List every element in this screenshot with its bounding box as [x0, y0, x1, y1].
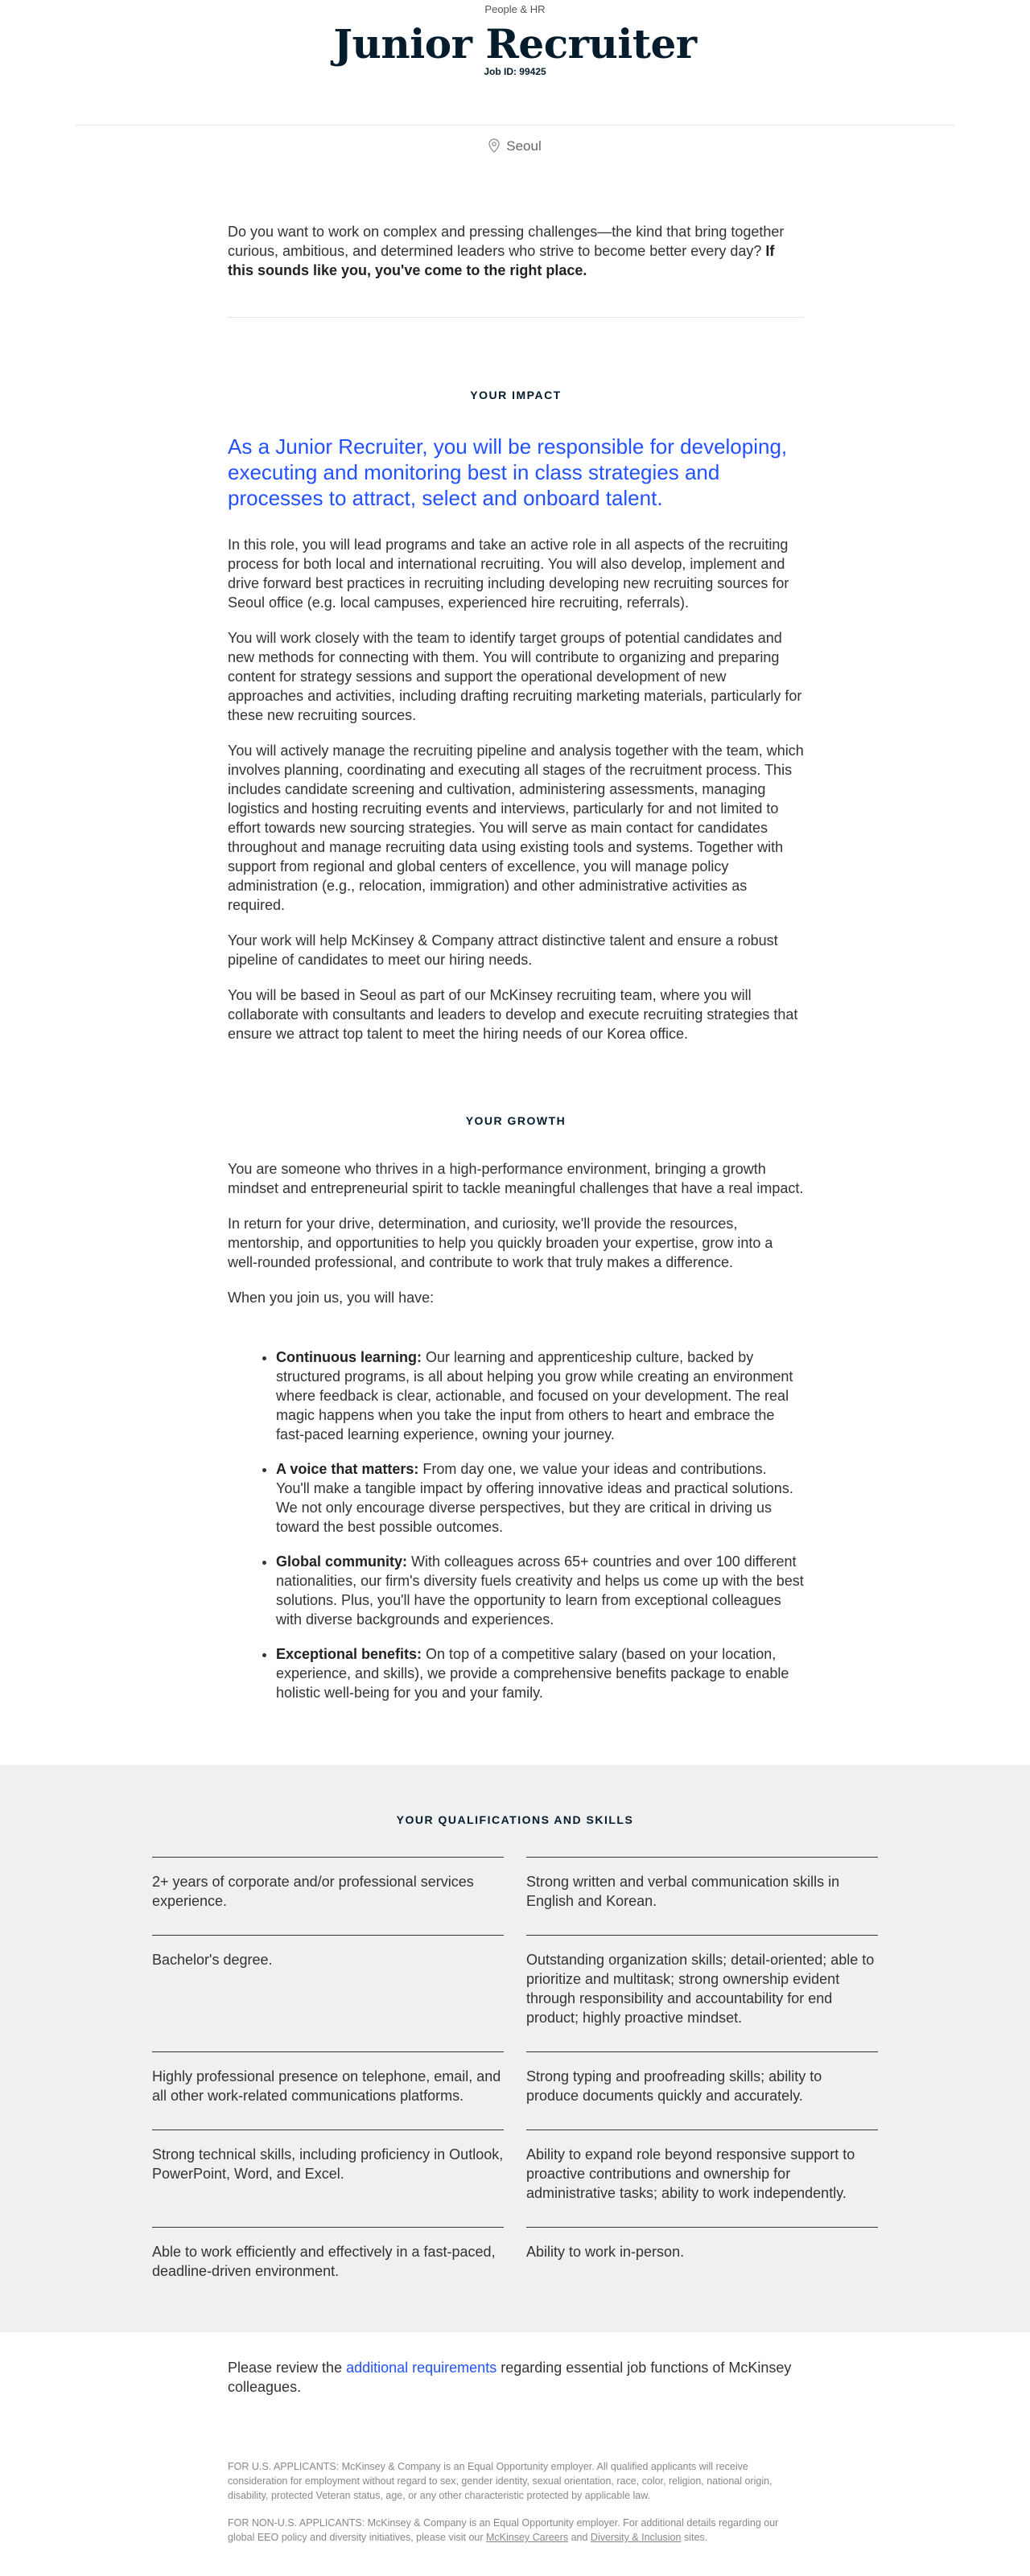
growth-paragraph: You are someone who thrives in a high-performance environment, bringing a growth mindset and entrepreneurial spirit to tackle meaningful challenges that have a real impact. — [228, 1161, 804, 1196]
impact-paragraph: You will actively manage the recruiting pipeline and analysis together with the team, which involves planning, coordinating and executing all stages of the recruitment process. This includes candidate screening and cultivation, administering assessments, managing logistics and hosting recruiting events and interviews, particularly for and not limited to effort towards new sourcing strategies. You will serve as main contact for candidates throughout and manage recruiting data using existing tools and systems. Together with support from regional and global centers of excellence, you will manage policy administration (e.g., relocation, immigration) and other administrative activities as required. — [228, 743, 804, 913]
qualification-item: Highly professional presence on telephone, email, and all other work-related communications platforms. — [152, 2051, 504, 2130]
job-title: Junior Recruiter — [333, 20, 697, 68]
benefit-title: A voice that matters: — [276, 1461, 419, 1477]
legal-after: sites. — [681, 2532, 708, 2543]
review-requirements — [228, 2358, 804, 2397]
benefit-text: Our learning and apprenticeship culture, backed by structured programs, is all about helping you grow while creating an environment where feedback is clear, actionable, and focused on your development. The real magic happens when you take the input from others to heart and embrace the fast-paced learning experience, owning your journey. — [276, 1349, 793, 1442]
intro-divider — [228, 317, 804, 318]
benefit-title: Global community: — [276, 1553, 408, 1570]
benefit-item — [276, 1348, 804, 1444]
growth-paragraph: In return for your drive, determination, and curiosity, we'll provide the resources, mentorship, and opportunities to help you quickly broaden your expertise, grow into a well-rounded professional, and contribute to work that truly makes a difference. — [228, 1216, 773, 1270]
review-text-before: Please review the — [228, 2360, 347, 2376]
job-location — [0, 126, 1030, 222]
benefits-list — [228, 1348, 804, 1702]
qualifications-heading: YOUR QUALIFICATIONS AND SKILLS — [396, 1813, 634, 1826]
map-pin-icon — [488, 138, 500, 153]
intro-bold: If this sounds like you, you've come to the right place. — [228, 243, 775, 278]
benefit-item — [276, 1459, 804, 1537]
qualification-item: Bachelor's degree. — [152, 1935, 504, 2051]
qualification-item: Ability to work in-person. — [526, 2227, 878, 2305]
legal-non-us-applicants — [228, 2516, 804, 2545]
benefit-item — [276, 1644, 804, 1702]
benefit-text: From day one, we value your ideas and contributions. You'll make a tangible impact by offering innovative ideas and practical solutions. We not only encourage diverse perspectives, but they are critical in driving us toward the best possible outcomes. — [276, 1461, 793, 1535]
qualification-item: Strong typing and proofreading skills; ability to produce documents quickly and accurately. — [526, 2051, 878, 2130]
qualification-item: Strong written and verbal communication skills in English and Korean. — [526, 1857, 878, 1935]
qualification-item: Ability to expand role beyond responsive support to proactive contributions and ownership for administrative tasks; ability to work independently. — [526, 2130, 878, 2227]
job-header — [0, 0, 1030, 125]
job-category: People & HR — [484, 3, 546, 15]
mckinsey-careers-link[interactable]: McKinsey Careers — [485, 2532, 569, 2543]
benefit-title: Exceptional benefits: — [276, 1646, 422, 1662]
review-text-after: regarding essential job functions of McKinsey colleagues. — [228, 2360, 792, 2395]
qualification-item: Able to work efficiently and effectively in a fast-paced, deadline-driven environment. — [152, 2227, 504, 2305]
impact-section — [228, 389, 804, 1043]
intro-text — [228, 222, 804, 280]
qualification-item: Outstanding organization skills; detail-oriented; able to prioritize and multitask; strong ownership evident through responsibility and accountability for end product; highly proactive mindset. — [526, 1935, 878, 2051]
impact-paragraph: Your work will help McKinsey & Company attract distinctive talent and ensure a robust pipeline of candidates to meet our hiring needs. — [228, 932, 778, 968]
additional-requirements-link[interactable]: additional requirements — [346, 2360, 497, 2376]
impact-paragraph: You will work closely with the team to identify target groups of potential candidates and new methods for connecting with them. You will contribute to organizing and preparing content for strategy sessions and support the operational development of new approaches and activities, including drafting recruiting marketing materials, particularly for these new recruiting sources. — [228, 630, 802, 723]
qualifications-grid — [152, 1857, 878, 2305]
location-label: Seoul — [506, 138, 542, 154]
diversity-inclusion-link[interactable]: Diversity & Inclusion — [590, 2532, 682, 2543]
legal-non-us-text: FOR NON-U.S. APPLICANTS: McKinsey & Company is an Equal Opportunity employer. For additional details regarding our global EEO policy and diversity initiatives, please visit our — [228, 2517, 779, 2543]
qualification-item: Strong technical skills, including proficiency in Outlook, PowerPoint, Word, and Excel. — [152, 2130, 504, 2227]
benefit-title: Continuous learning: — [276, 1349, 422, 1365]
growth-heading: YOUR GROWTH — [465, 1114, 566, 1127]
impact-paragraph: You will be based in Seoul as part of our McKinsey recruiting team, where you will collaborate with consultants and leaders to develop and execute recruiting strategies that ensure we attract top talent to meet the hiring needs of our Korea office. — [228, 987, 798, 1042]
qualifications-section — [0, 1765, 1030, 2332]
legal-and: and — [568, 2532, 591, 2543]
benefit-item — [276, 1552, 804, 1629]
impact-paragraph: In this role, you will lead programs and take an active role in all aspects of the recruiting process for both local and international recruiting. You will also develop, implement and drive forward best practices in recruiting including developing new recruiting sources for Seoul office (e.g. local campuses, experienced hire recruiting, referrals). — [228, 537, 789, 611]
qualification-item: 2+ years of corporate and/or professional services experience. — [152, 1857, 504, 1935]
growth-section — [228, 1114, 804, 1702]
impact-heading: YOUR IMPACT — [470, 389, 562, 401]
growth-paragraph: When you join us, you will have: — [228, 1290, 435, 1306]
job-id: Job ID: 99425 — [484, 66, 546, 77]
legal-us-applicants: FOR U.S. APPLICANTS: McKinsey & Company is an Equal Opportunity employer. All qualified applicants will receive consideration for employment without regard to sex, gender identity, sexual orientation, race, color, religion, national origin, disability, protected Veteran status, age, or any other characteristic protected by applicable law. — [228, 2461, 772, 2501]
impact-lead: As a Junior Recruiter, you will be responsible for developing, executing and monitoring best in class strategies and processes to attract, select and onboard talent. — [228, 434, 788, 510]
intro-body: Do you want to work on complex and pressing challenges—the kind that bring together curious, ambitious, and determined leaders who strive to become better every day? — [228, 224, 785, 259]
benefit-text: On top of a competitive salary (based on your location, experience, and skills), we provide a comprehensive benefits package to enable holistic well-being for you and your family. — [276, 1646, 789, 1701]
benefit-text: With colleagues across 65+ countries and over 100 different nationalities, our firm's diversity fuels creativity and helps us come up with the best solutions. Plus, you'll have the opportunity to learn from exceptional colleagues with diverse backgrounds and experiences. — [276, 1553, 804, 1627]
